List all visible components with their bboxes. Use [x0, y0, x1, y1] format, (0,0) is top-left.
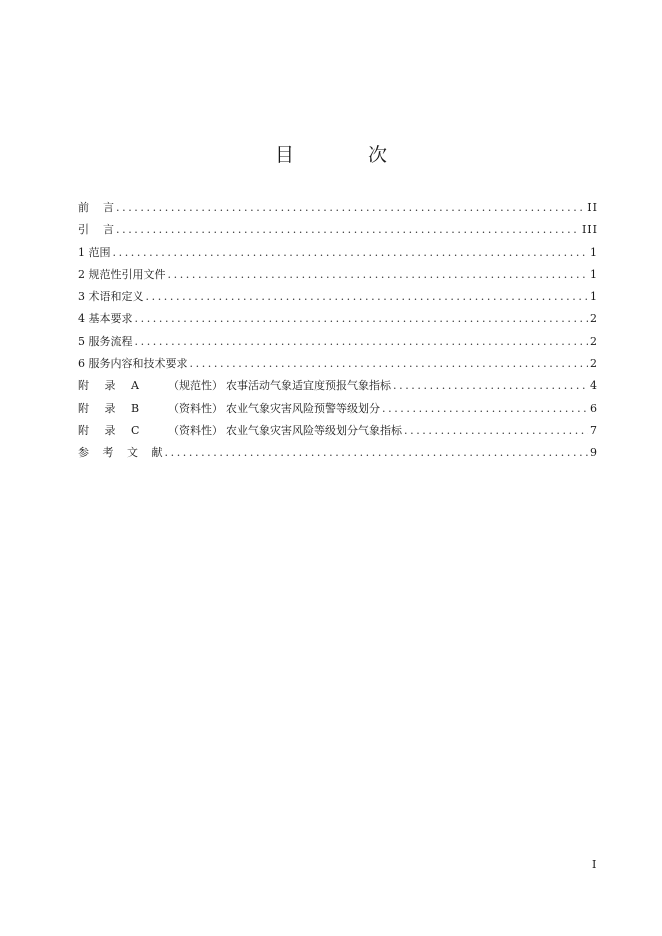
toc-label: 3 术语和定义: [78, 290, 144, 304]
toc-label: 农事活动气象适宜度预报气象指标: [226, 379, 391, 393]
toc-entry-appendix-b[interactable]: [78, 400, 598, 422]
toc-leader-dots: [135, 312, 589, 325]
toc-leader-dots: [393, 379, 588, 392]
toc-label: 参 考 文 献: [78, 446, 163, 460]
toc-appendix-id: 附 录 B: [78, 401, 140, 415]
toc-label: 引 言: [78, 223, 114, 237]
toc-page: 1: [590, 245, 598, 259]
toc-label: 6 服务内容和技术要求: [78, 357, 188, 371]
toc-leader-dots: [165, 446, 589, 459]
page-number: I: [592, 858, 597, 871]
toc-appendix-kind: （资料性）: [168, 401, 223, 415]
toc-page: 1: [590, 267, 598, 281]
toc-page: 1: [590, 290, 598, 304]
toc-entry-bibliography[interactable]: [78, 444, 598, 466]
toc-page: III: [581, 223, 598, 237]
toc-leader-dots: [404, 424, 588, 437]
toc-label: 前 言: [78, 201, 114, 214]
toc-appendix-kind: （规范性）: [168, 379, 223, 393]
toc-appendix-id: 附 录 A: [78, 379, 139, 393]
toc-appendix-kind: （资料性）: [168, 423, 223, 437]
toc-page: 2: [590, 312, 598, 326]
toc-page: 2: [590, 357, 598, 371]
toc-entry-service-content[interactable]: [78, 355, 598, 377]
toc-entry-introduction[interactable]: [78, 221, 598, 243]
toc-leader-dots: [146, 290, 589, 303]
page-title: 目 次: [274, 144, 422, 166]
toc-leader-dots: [116, 201, 585, 214]
table-of-contents: [78, 199, 598, 467]
toc-entry-scope[interactable]: [78, 244, 598, 266]
toc-label: 农业气象灾害风险预警等级划分: [226, 401, 380, 415]
toc-page: 7: [590, 423, 598, 437]
toc-page: II: [587, 201, 598, 214]
toc-label: 4 基本要求: [78, 312, 133, 326]
toc-page: 2: [590, 334, 598, 348]
toc-leader-dots: [168, 268, 589, 281]
toc-label: 农业气象灾害风险等级划分气象指标: [226, 423, 402, 437]
toc-page: 6: [590, 401, 598, 415]
toc-entry-foreword[interactable]: [78, 199, 598, 221]
toc-page: 4: [590, 379, 598, 393]
toc-label: 1 范围: [78, 245, 111, 259]
toc-leader-dots: [382, 402, 588, 415]
toc-label: 2 规范性引用文件: [78, 267, 166, 281]
toc-entry-terms-definitions[interactable]: [78, 288, 598, 310]
toc-leader-dots: [116, 223, 580, 236]
toc-appendix-id: 附 录 C: [78, 423, 140, 437]
toc-entry-appendix-a[interactable]: [78, 377, 598, 399]
toc-entry-service-process[interactable]: [78, 333, 598, 355]
toc-leader-dots: [190, 357, 589, 370]
toc-leader-dots: [135, 335, 589, 348]
toc-entry-normative-references[interactable]: [78, 266, 598, 288]
toc-entry-basic-requirements[interactable]: [78, 310, 598, 332]
toc-page: 9: [590, 446, 598, 460]
toc-leader-dots: [113, 246, 589, 259]
toc-entry-appendix-c[interactable]: [78, 422, 598, 444]
toc-label: 5 服务流程: [78, 334, 133, 348]
